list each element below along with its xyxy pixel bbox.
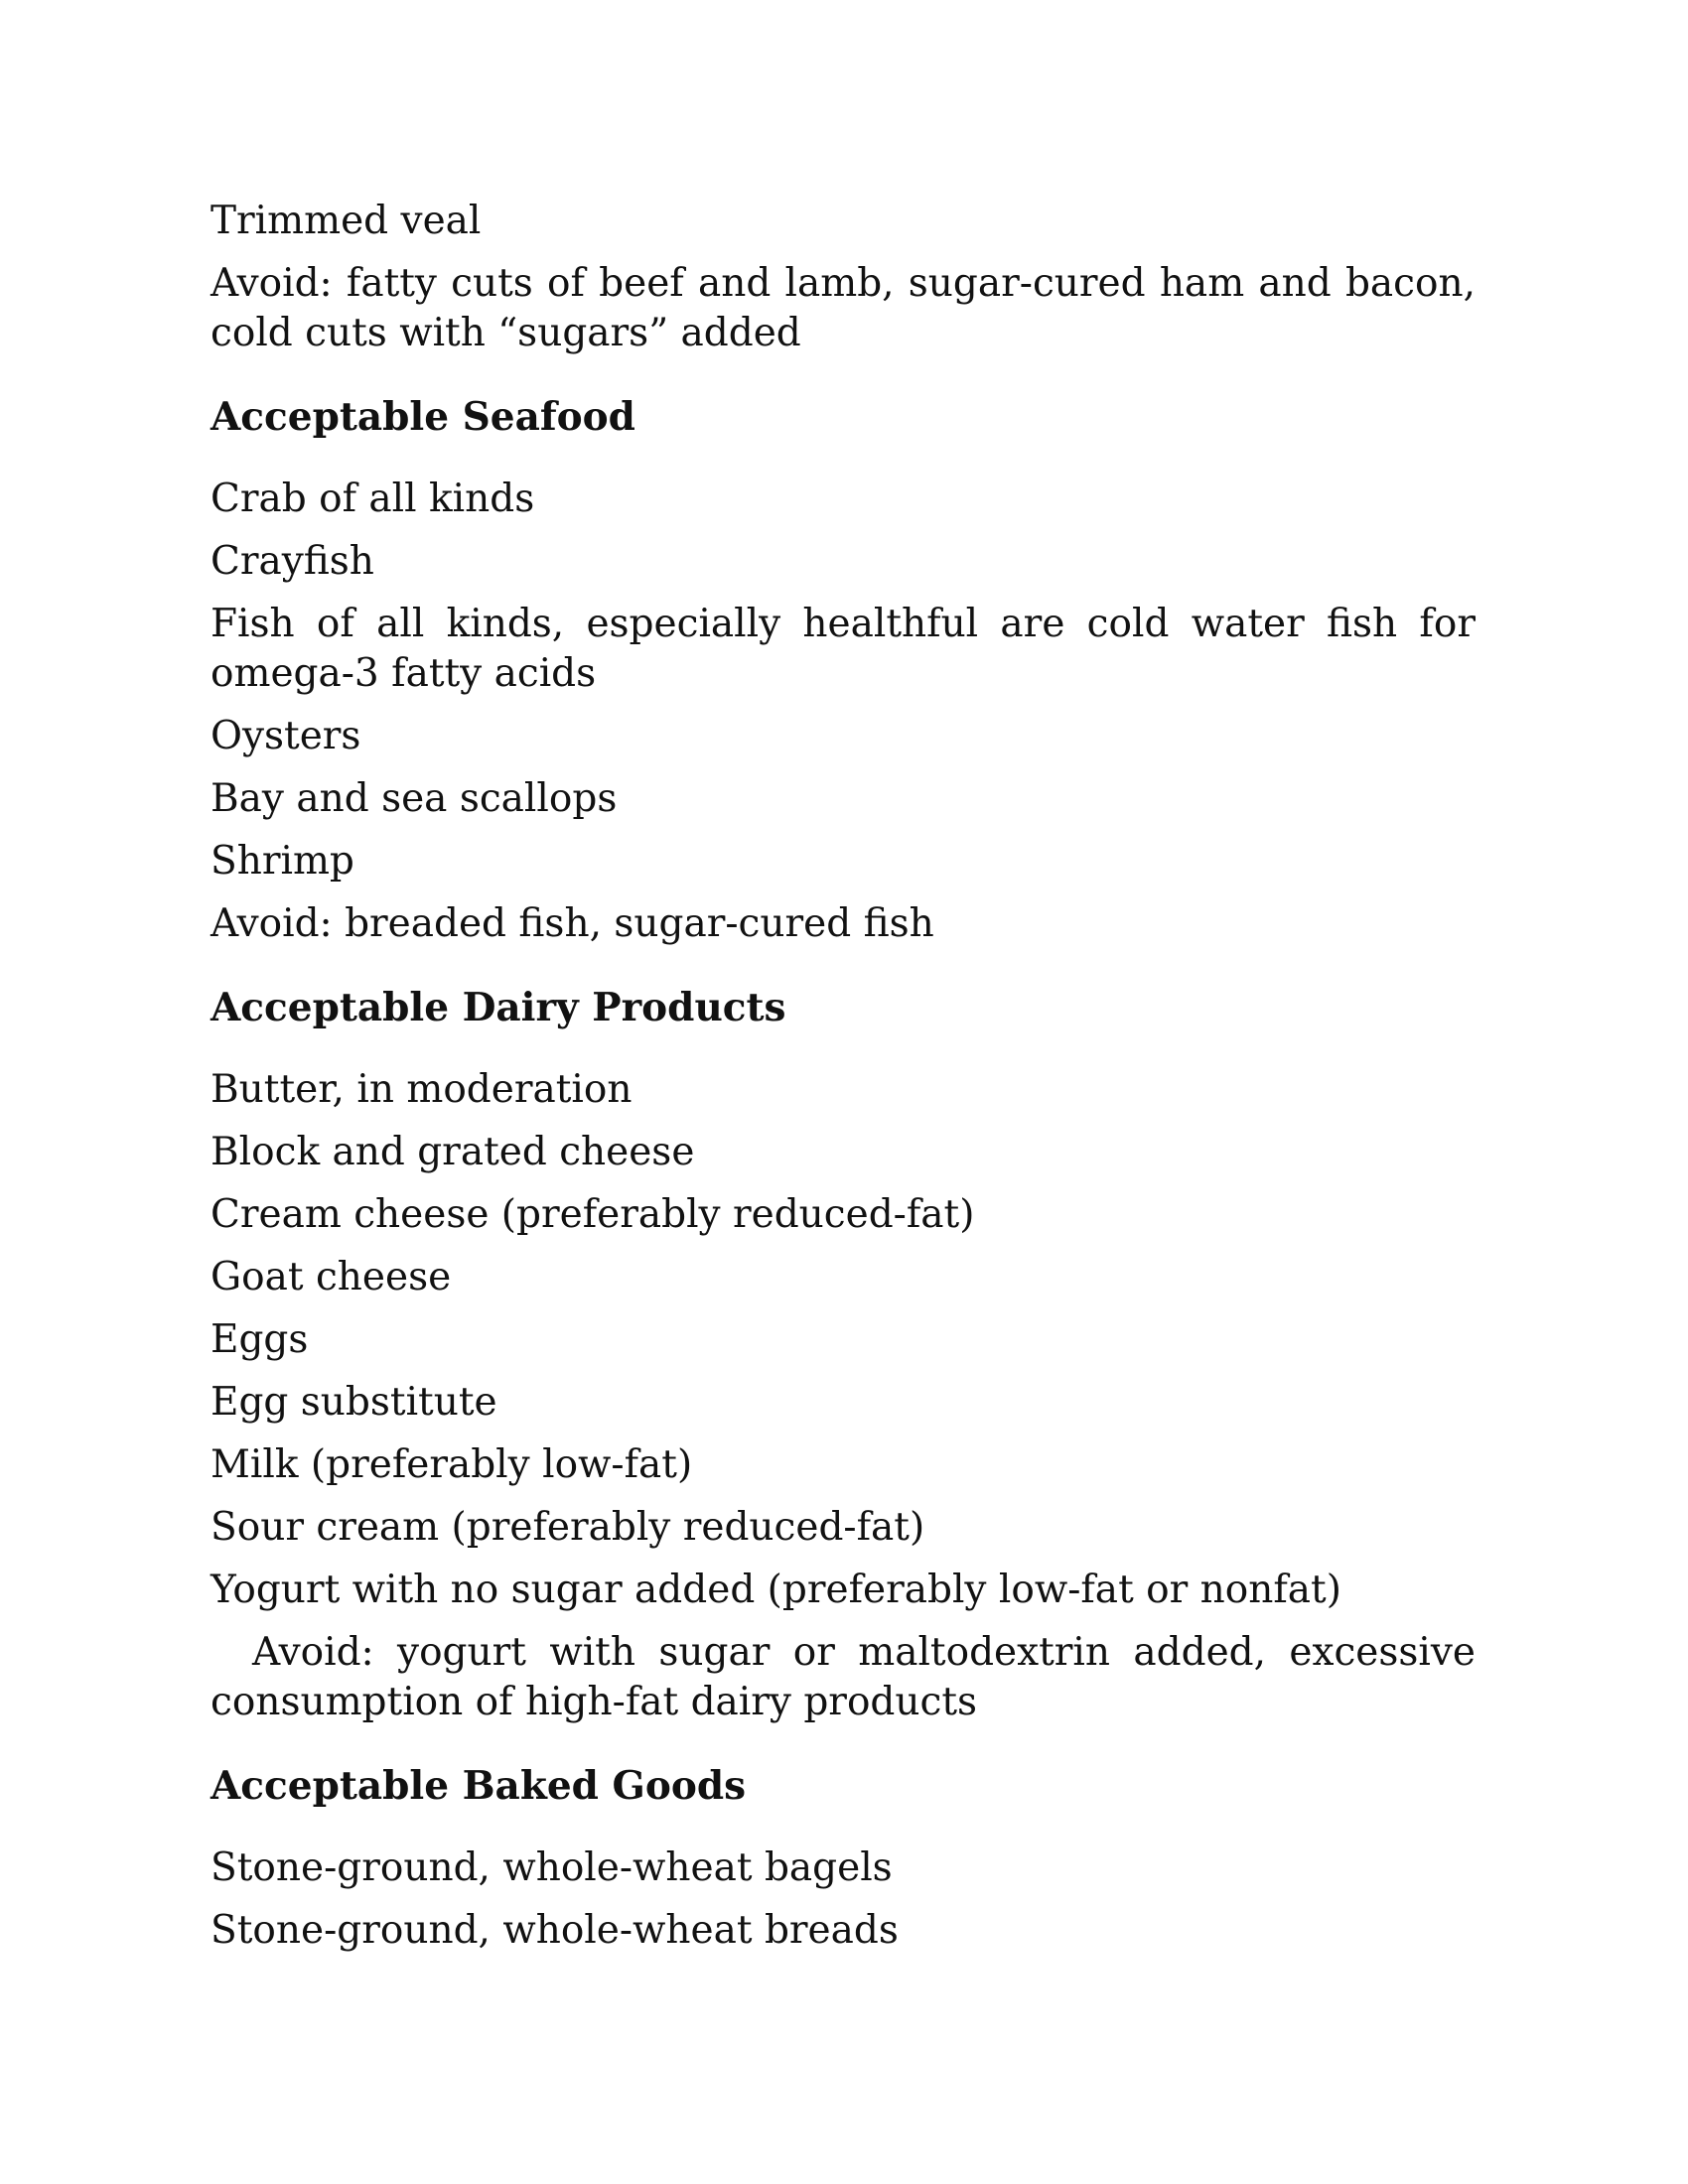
section-heading-baked-goods: Acceptable Baked Goods — [211, 1763, 747, 1809]
list-item: Fish of all kinds, especially healthful are cold water fish for omega-3 fatty acids — [211, 602, 1476, 696]
list-item: Crab of all kinds — [211, 477, 535, 521]
list-item: Block and grated cheese — [211, 1130, 695, 1174]
list-item: Cream cheese (preferably reduced-fat) — [211, 1192, 975, 1237]
avoid-note: Avoid: yogurt with sugar or maltodextrin added, excessive consumption of high-fat dairy products — [211, 1630, 1476, 1724]
list-item: Trimmed veal — [211, 199, 482, 243]
list-item: Sour cream (preferably reduced-fat) — [211, 1505, 925, 1550]
list-item: Shrimp — [211, 839, 354, 884]
list-item: Yogurt with no sugar added (preferably low-fat or nonfat) — [211, 1568, 1341, 1612]
list-item: Eggs — [211, 1317, 309, 1362]
avoid-note: Avoid: breaded fish, sugar-cured fish — [211, 901, 934, 946]
list-item: Stone-ground, whole-wheat breads — [211, 1908, 899, 1953]
list-item: Milk (preferably low-fat) — [211, 1442, 693, 1487]
document-page — [211, 197, 1476, 1969]
section-heading-dairy: Acceptable Dairy Products — [211, 985, 786, 1030]
list-item: Bay and sea scallops — [211, 776, 618, 821]
avoid-note: Avoid: fatty cuts of beef and lamb, sugar-cured ham and bacon, cold cuts with “sugars” added — [211, 261, 1476, 355]
section-heading-seafood: Acceptable Seafood — [211, 394, 635, 440]
list-item: Stone-ground, whole-wheat bagels — [211, 1845, 893, 1890]
list-item: Crayfish — [211, 539, 374, 584]
list-item: Oysters — [211, 714, 361, 758]
list-item: Egg substitute — [211, 1380, 497, 1425]
list-item: Goat cheese — [211, 1255, 452, 1299]
list-item: Butter, in moderation — [211, 1067, 633, 1112]
